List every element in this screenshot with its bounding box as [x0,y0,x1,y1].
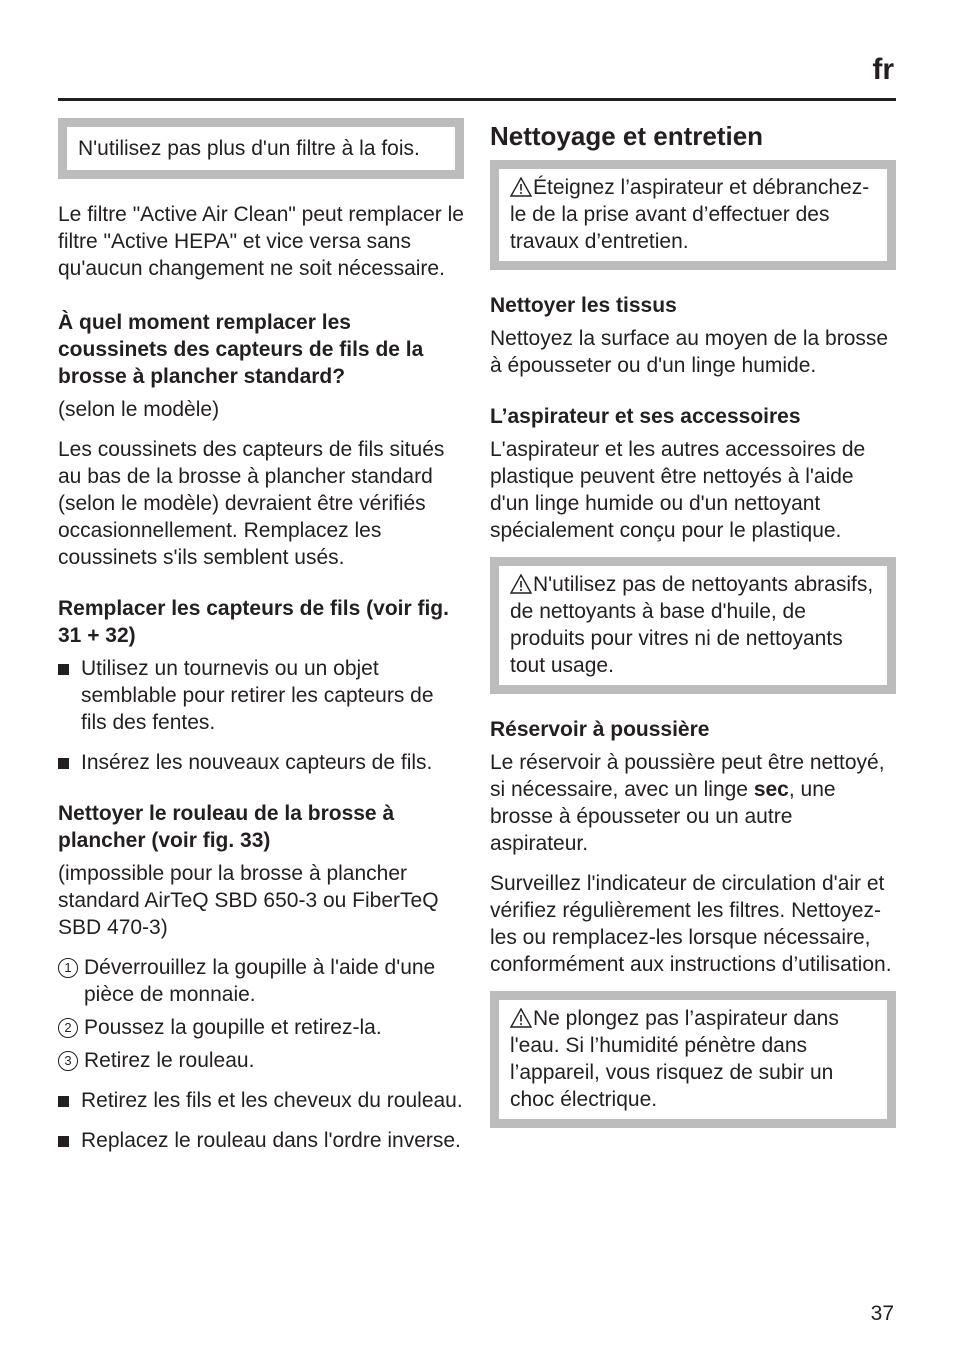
dust-body: Le réservoir à poussière peut être nettoyé, si nécessaire, avec un linge sec, une brosse à épousseter ou un autre aspirateur. [490,751,885,855]
note-box [58,118,464,179]
warning-triangle-icon [510,177,532,197]
warning-box [490,991,896,1128]
warning-text: Éteignez l’aspirateur et débranchez-le de la prise avant d’effectuer des travaux d’entretien. [510,176,870,253]
section-title-fabric: Nettoyer les tissus [490,294,677,317]
left-column [58,118,464,1167]
section-roller-subtitle: (impossible pour la brosse à plancher standard AirTeQ SBD 650-3 ou FiberTeQ SBD 470-3) [58,862,439,939]
dust-body-2: Surveillez l'indicateur de circulation d'air et vérifiez régulièrement les filtres. Nettoyez-les ou remplacez-les lorsque nécessaire, conformément aux instructions d’utilisation. [490,872,892,976]
square-bullet-icon [58,1136,69,1147]
square-bullet-icon [58,664,69,675]
list-item: Insérez les nouveaux capteurs de fils. [58,749,464,776]
square-bullet-icon [58,758,69,769]
section-title-pads: À quel moment remplacer les coussinets des capteurs de fils de la brosse à plancher standard? [58,311,424,388]
list-item: Replacez le rouleau dans l'ordre inverse. [58,1127,464,1154]
list-item: Utilisez un tournevis ou un objet semblable pour retirer les capteurs de fils des fentes. [58,655,464,736]
section-title-thread-sensors: Remplacer les capteurs de fils (voir fig. 31 + 32) [58,597,449,647]
section-title-dust-container: Réservoir à poussière [490,718,710,741]
warning-box [490,557,896,694]
section-pads-body: Les coussinets des capteurs de fils situés au bas de la brosse à plancher standard (selon le modèle) devraient être vérifiés occasionnellement. Remplacez les coussinets s'ils semblent usés. [58,438,445,569]
accessories-body: L'aspirateur et les autres accessoires de plastique peuvent être nettoyés à l'aide d'un linge humide ou d'un nettoyant spécialement conçu pour le plastique. [490,438,866,542]
square-bullet-icon [58,1096,69,1107]
step-number-icon: 1 [58,958,78,978]
step-item: 2 Poussez la goupille et retirez-la. [58,1014,464,1041]
header-rule [58,98,896,101]
step-number-icon: 3 [58,1051,78,1071]
step-number-icon: 2 [58,1018,78,1038]
warning-text: N'utilisez pas de nettoyants abrasifs, de nettoyants à base d'huile, de produits pour vitres ni de nettoyants tout usage. [510,573,874,677]
page-number: 37 [870,1302,894,1325]
fabric-body: Nettoyez la surface au moyen de la brosse à épousseter ou d'un linge humide. [490,327,889,377]
page-title: Nettoyage et entretien [490,121,764,151]
list-item: Retirez les fils et les cheveux du rouleau. [58,1087,464,1114]
section-title-accessories: L’aspirateur et ses accessoires [490,405,801,428]
step-item: 1 Déverrouillez la goupille à l'aide d'une pièce de monnaie. [58,954,464,1008]
section-pads-subtitle: (selon le modèle) [58,398,220,421]
warning-triangle-icon [510,574,532,594]
section-title-roller: Nettoyer le rouleau de la brosse à plancher (voir fig. 33) [58,802,395,852]
warning-box [490,160,896,270]
step-item: 3 Retirez le rouleau. [58,1047,464,1074]
warning-triangle-icon [510,1008,532,1028]
filter-intro: Le filtre "Active Air Clean" peut remplacer le filtre "Active HEPA" et vice versa sans qu'aucun changement ne soit nécessaire. [58,203,464,280]
warning-text: Ne plongez pas l’aspirateur dans l'eau. Si l’humidité pénètre dans l’appareil, vous risquez de subir un choc électrique. [510,1007,839,1111]
right-column [490,118,896,1150]
note-text: N'utilisez pas plus d'un filtre à la fois. [78,137,420,160]
language-code: fr [872,53,894,86]
